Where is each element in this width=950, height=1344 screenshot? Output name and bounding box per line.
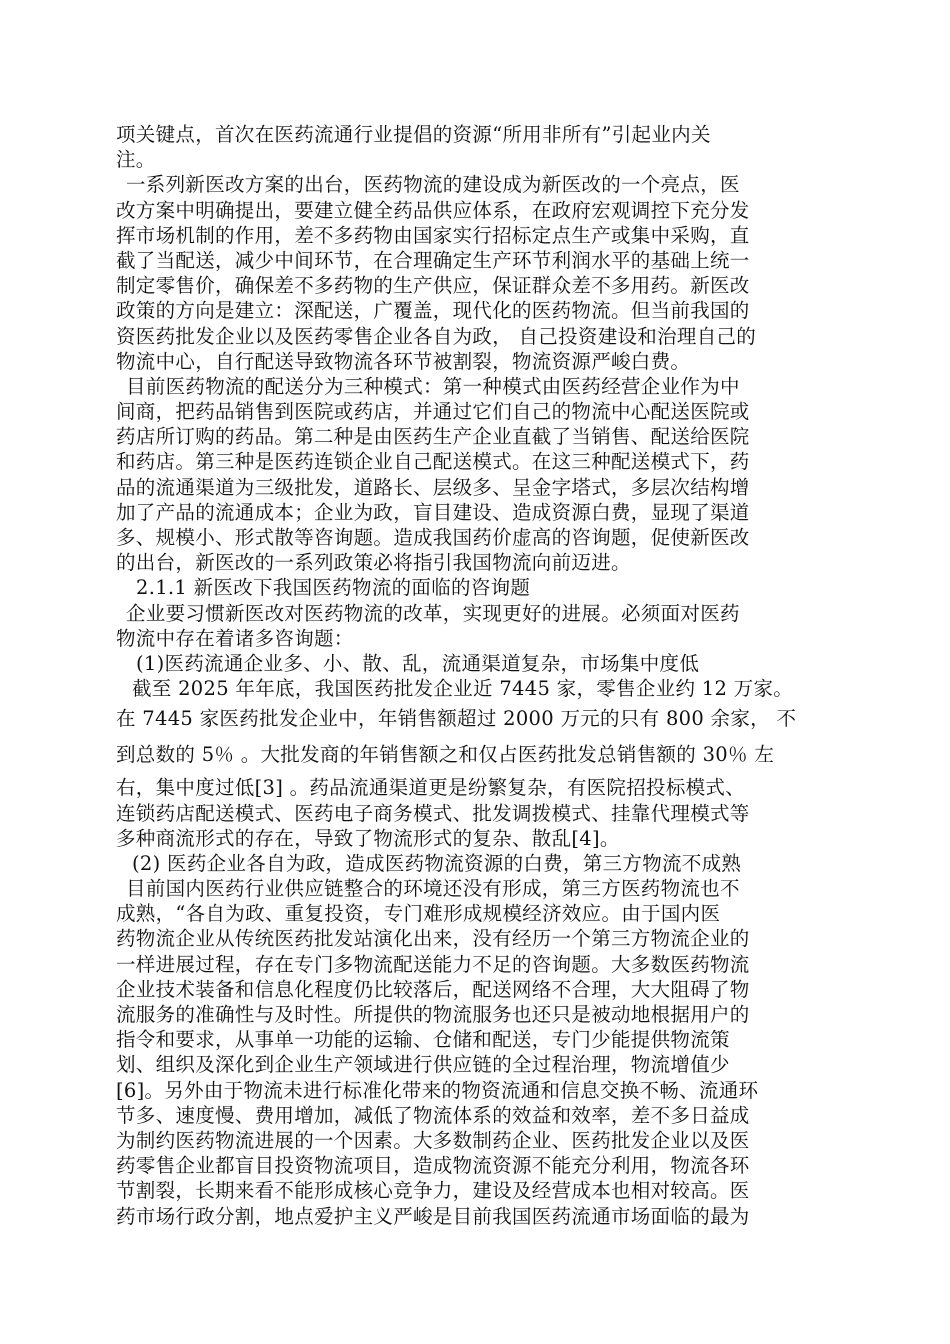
text-line: 多种商流形式的存在，导致了物流形式的复杂、散乱[4]。 — [116, 826, 620, 850]
text-line: 指令和要求，从事单一功能的运输、仓储和配送，专门少能提供物流策 — [116, 1028, 730, 1052]
text-line: 成熟，“各自为政、重复投资，专门难形成规模经济效应。由于国内医 — [116, 902, 721, 926]
text-line: 改方案中明确提出，要建立健全药品供应体系，在政府宏观调控下充分发 — [116, 198, 750, 222]
text-line: 划、组织及深化到企业生产领域进行供应链的全过程治理，物流增值少 — [116, 1053, 730, 1077]
text-line: 一样进展过程，存在专门多物流配送能力不足的咨询题。大多数医药物流 — [116, 952, 750, 976]
subheading-2: (2) 医药企业各自为政，造成医药物流资源的白费，第三方物流不成熟 — [132, 851, 742, 875]
text-line: 连锁药店配送模式、医药电子商务模式、批发调拨模式、挂靠代理模式等 — [116, 801, 750, 825]
text-line: 资医药批发企业以及医药零售企业各自为政， 自己投资建设和治理自己的 — [116, 324, 757, 348]
text-line: 右，集中度过低[3] 。药品流通渠道更是纷繁复杂，有医院招投标模式、 — [116, 776, 746, 800]
text-line: 药零售企业都盲目投资物流项目，造成物流资源不能充分利用，物流各环 — [116, 1154, 750, 1178]
text-line: 政策的方向是建立：深配送，广覆盖，现代化的医药物流。但当前我国的 — [116, 299, 750, 323]
text-line: 药店所订购的药品。第二种是由医药生产企业直截了当销售、配送给医院 — [116, 425, 750, 449]
text-line: 流服务的准确性与及时性。所提供的物流服务也还只是被动地根据用户的 — [116, 1003, 750, 1026]
text-line: 企业技术装备和信息化程度仍比较落后，配送网络不合理，大大阻碍了物 — [116, 977, 750, 1001]
text-line: 截了当配送，减少中间环节，在合理确定生产环节利润水平的基础上统一 — [116, 248, 750, 272]
text-line: 节多、速度慢、费用增加，减低了物流体系的效益和效率，差不多日益成 — [116, 1103, 750, 1127]
paragraph-start-line: 截至 2025 年年底，我国医药批发企业近 7445 家，零售企业约 12 万家。 — [132, 677, 794, 701]
text-line: 间商，把药品销售到医院或药店，并通过它们自己的物流中心配送医院或 — [116, 400, 750, 424]
paragraph-start-line: 目前医药物流的配送分为三种模式：第一种模式由医药经营企业作为中 — [126, 374, 740, 398]
text-line: 注。 — [116, 148, 156, 172]
section-heading: 2.1.1 新医改下我国医药物流的面临的咨询题 — [136, 576, 531, 600]
text-line: 物流中存在着诸多咨询题： — [116, 626, 354, 650]
text-line: 挥市场机制的作用，差不多药物由国家实行招标定点生产或集中采购，直 — [116, 223, 750, 247]
paragraph-start-line: 一系列新医改方案的出台，医药物流的建设成为新医改的一个亮点，医 — [126, 173, 740, 197]
text-line: 加了产品的流通成本；企业为政，盲目建设、造成资源白费，显现了渠道 — [116, 500, 750, 524]
text-line: 多、规模小、形式散等咨询题。造成我国药价虚高的咨询题，促使新医改 — [116, 526, 750, 549]
text-line: 在 7445 家医药批发企业中，年销售额超过 2000 万元的只有 800 余家， 不 — [116, 707, 797, 731]
text-line: [6]。另外由于物流未进行标准化带来的物资流通和信息交换不畅、流通环 — [116, 1078, 759, 1102]
text-line: 制定零售价，确保差不多药物的生产供应，保证群众差不多用药。新医改 — [116, 274, 750, 298]
text-line: 药物流企业从传统医药批发站演化出来，没有经历一个第三方物流企业的 — [116, 927, 750, 951]
text-line: 节割裂，长期来看不能形成核心竞争力，建设及经营成本也相对较高。医 — [116, 1179, 750, 1203]
document-body — [116, 122, 838, 1229]
text-line: 到总数的 5％ 。大批发商的年销售额之和仅占医药批发总销售额的 30％ 左 — [116, 743, 775, 767]
text-line: 和药店。第三种是医药连锁企业自己配送模式。在这三种配送模式下，药 — [116, 450, 750, 474]
text-line: 药市场行政分割，地点爱护主义严峻是目前我国医药流通市场面临的最为 — [116, 1204, 750, 1228]
paragraph-start-line: 企业要习惯新医改对医药物流的改革，实现更好的进展。必须面对医药 — [126, 601, 740, 625]
text-line: 项关键点，首次在医药流通行业提倡的资源“所用非所有”引起业内关 — [116, 123, 711, 146]
subheading-1: (1)医药流通企业多、小、散、乱，流通渠道复杂，市场集中度低 — [136, 651, 700, 675]
text-line: 为制约医药物流进展的一个因素。大多数制药企业、医药批发企业以及医 — [116, 1128, 750, 1152]
text-line: 品的流通渠道为三级批发，道路长、层级多、呈金字塔式，多层次结构增 — [116, 475, 750, 499]
text-line: 物流中心，自行配送导致物流各环节被割裂，物流资源严峻白费。 — [116, 349, 691, 373]
paragraph-start-line: 目前国内医药行业供应链整合的环境还没有形成，第三方医药物流也不 — [126, 877, 740, 901]
text-line: 的出台，新医改的一系列政策必将指引我国物流向前迈进。 — [116, 551, 631, 575]
